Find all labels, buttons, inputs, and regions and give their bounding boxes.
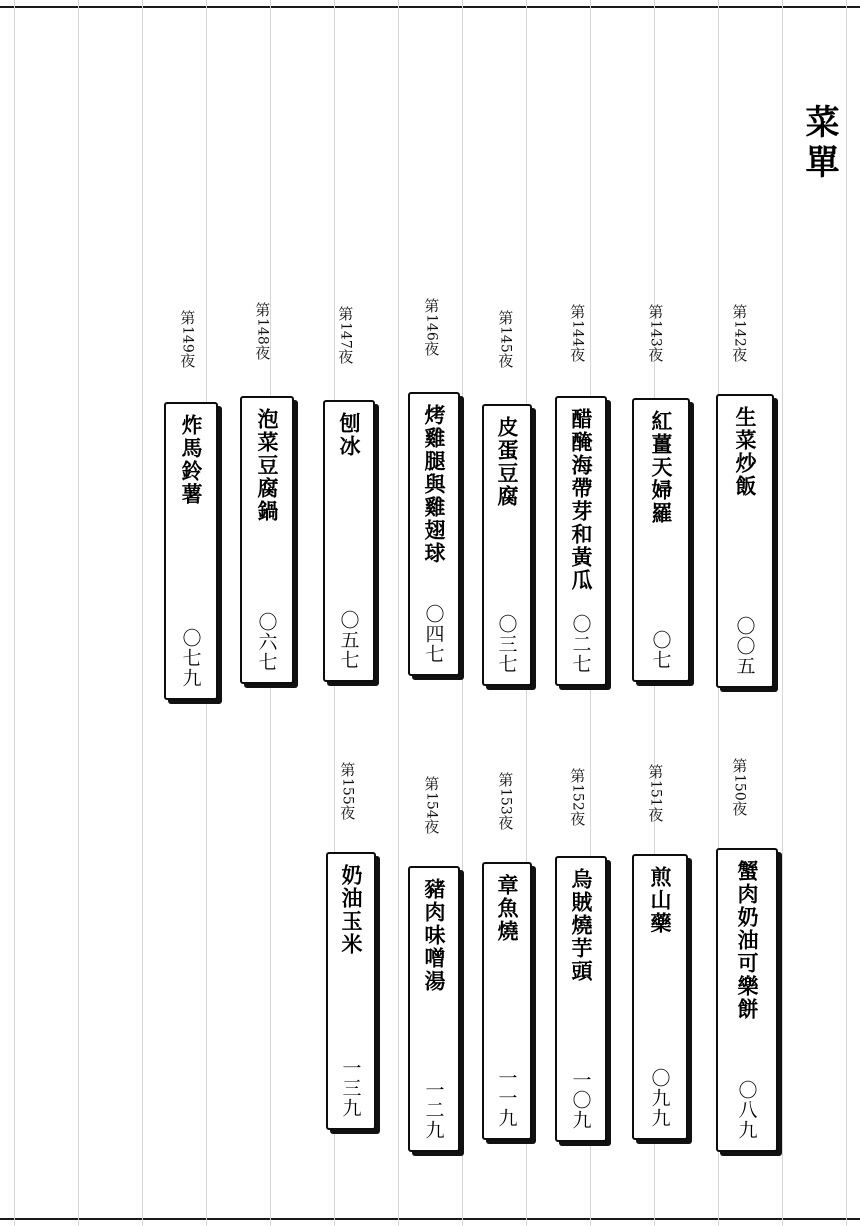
entry-night-number bbox=[422, 298, 439, 357]
menu-item-name: 烏賊燒芋頭 bbox=[569, 868, 595, 983]
menu-item-name: 生菜炒飯 bbox=[733, 406, 759, 498]
night-prefix: 第 bbox=[338, 762, 357, 778]
menu-item-price: 一二九 bbox=[422, 1080, 445, 1140]
night-index: 147 bbox=[337, 322, 354, 349]
page-bottom-border bbox=[0, 1218, 860, 1220]
night-suffix: 夜 bbox=[422, 340, 441, 357]
night-index: 142 bbox=[731, 320, 748, 347]
menu-item-tag[interactable] bbox=[240, 396, 294, 684]
rule-line-1 bbox=[78, 0, 79, 1226]
menu-item-price: 一一九 bbox=[495, 1068, 518, 1128]
entry-night-number bbox=[496, 310, 513, 369]
night-index: 153 bbox=[497, 788, 514, 815]
menu-item-tag[interactable] bbox=[555, 856, 607, 1142]
night-prefix: 第 bbox=[178, 310, 197, 326]
menu-item-tag[interactable] bbox=[164, 402, 218, 700]
entry-night-number bbox=[646, 764, 663, 823]
menu-item-name: 豬肉味噌湯 bbox=[422, 878, 448, 993]
menu-item-tag[interactable] bbox=[632, 398, 690, 682]
night-index: 143 bbox=[647, 320, 664, 347]
menu-item-name: 刨冰 bbox=[337, 412, 363, 458]
menu-item-tag[interactable] bbox=[482, 862, 532, 1140]
night-index: 155 bbox=[339, 778, 356, 805]
night-index: 150 bbox=[731, 774, 748, 801]
night-prefix: 第 bbox=[568, 304, 587, 320]
night-prefix: 第 bbox=[646, 764, 665, 780]
rule-line-13 bbox=[846, 0, 847, 1226]
menu-item-name: 皮蛋豆腐 bbox=[495, 416, 521, 508]
night-index: 145 bbox=[497, 326, 514, 353]
night-prefix: 第 bbox=[496, 772, 515, 788]
night-prefix: 第 bbox=[496, 310, 515, 326]
entry-night-number bbox=[568, 768, 585, 827]
entry-night-number bbox=[568, 304, 585, 363]
night-prefix: 第 bbox=[646, 304, 665, 320]
night-suffix: 夜 bbox=[730, 346, 749, 363]
menu-item-tag[interactable] bbox=[323, 400, 375, 682]
night-index: 151 bbox=[647, 780, 664, 807]
menu-item-tag[interactable] bbox=[408, 392, 460, 676]
page-title: 菜單 bbox=[799, 104, 839, 184]
night-suffix: 夜 bbox=[178, 352, 197, 369]
entry-night-number bbox=[178, 310, 195, 369]
night-index: 149 bbox=[179, 326, 196, 353]
night-suffix: 夜 bbox=[496, 814, 515, 831]
night-suffix: 夜 bbox=[646, 346, 665, 363]
night-index: 148 bbox=[254, 318, 271, 345]
night-suffix: 夜 bbox=[730, 800, 749, 817]
night-prefix: 第 bbox=[422, 776, 441, 792]
night-prefix: 第 bbox=[568, 768, 587, 784]
menu-item-price: 〇五七 bbox=[337, 610, 360, 670]
menu-item-price: 〇七九 bbox=[179, 628, 202, 688]
menu-item-name: 章魚燒 bbox=[495, 874, 521, 943]
entry-night-number bbox=[646, 304, 663, 363]
menu-item-name: 紅薑天婦羅 bbox=[649, 410, 675, 525]
entry-night-number bbox=[496, 772, 513, 831]
night-suffix: 夜 bbox=[336, 348, 355, 365]
night-prefix: 第 bbox=[730, 758, 749, 774]
night-prefix: 第 bbox=[336, 306, 355, 322]
night-prefix: 第 bbox=[730, 304, 749, 320]
menu-item-price: 一三九 bbox=[339, 1058, 362, 1118]
night-suffix: 夜 bbox=[568, 346, 587, 363]
menu-item-price: 〇二七 bbox=[569, 614, 592, 674]
rule-line-0 bbox=[14, 0, 15, 1226]
entry-night-number bbox=[336, 306, 353, 365]
menu-item-name: 蟹肉奶油可樂餅 bbox=[735, 860, 761, 1021]
menu-item-price: 〇〇五 bbox=[733, 616, 756, 676]
menu-item-price: 一〇九 bbox=[569, 1070, 592, 1130]
night-index: 146 bbox=[423, 314, 440, 341]
menu-item-price: 〇三七 bbox=[495, 614, 518, 674]
menu-item-tag[interactable] bbox=[555, 396, 607, 686]
menu-item-tag[interactable] bbox=[716, 848, 778, 1152]
menu-item-name: 泡菜豆腐鍋 bbox=[255, 408, 281, 523]
night-prefix: 第 bbox=[422, 298, 441, 314]
night-suffix: 夜 bbox=[338, 804, 357, 821]
rule-line-12 bbox=[782, 0, 783, 1226]
menu-item-price: 〇六七 bbox=[255, 612, 278, 672]
night-suffix: 夜 bbox=[646, 806, 665, 823]
rule-line-2 bbox=[142, 0, 143, 1226]
menu-item-tag[interactable] bbox=[408, 866, 460, 1152]
entry-night-number bbox=[730, 304, 747, 363]
menu-item-price: 〇七 bbox=[649, 630, 672, 670]
night-index: 152 bbox=[569, 784, 586, 811]
menu-item-name: 烤雞腿與雞翅球 bbox=[422, 404, 448, 565]
rule-line-7 bbox=[462, 0, 463, 1226]
page-top-border bbox=[0, 6, 860, 8]
menu-item-name: 煎山藥 bbox=[648, 866, 674, 935]
night-prefix: 第 bbox=[253, 302, 272, 318]
menu-item-name: 炸馬鈴薯 bbox=[179, 414, 205, 506]
rule-line-6 bbox=[398, 0, 399, 1226]
night-suffix: 夜 bbox=[496, 352, 515, 369]
entry-night-number bbox=[730, 758, 747, 817]
menu-item-name: 奶油玉米 bbox=[339, 864, 365, 956]
menu-item-name: 醋醃海帶芽和黃瓜 bbox=[569, 408, 595, 592]
menu-item-tag[interactable] bbox=[326, 852, 376, 1130]
entry-night-number bbox=[253, 302, 270, 361]
menu-item-price: 〇九九 bbox=[648, 1068, 671, 1128]
entry-night-number bbox=[422, 776, 439, 835]
night-suffix: 夜 bbox=[422, 818, 441, 835]
entry-night-number bbox=[338, 762, 355, 821]
menu-item-price: 〇四七 bbox=[422, 604, 445, 664]
menu-item-price: 〇八九 bbox=[735, 1080, 758, 1140]
night-index: 154 bbox=[423, 792, 440, 819]
night-index: 144 bbox=[569, 320, 586, 347]
night-suffix: 夜 bbox=[253, 344, 272, 361]
menu-item-tag[interactable] bbox=[482, 404, 532, 686]
menu-item-tag[interactable] bbox=[632, 854, 688, 1140]
night-suffix: 夜 bbox=[568, 810, 587, 827]
menu-item-tag[interactable] bbox=[716, 394, 774, 688]
